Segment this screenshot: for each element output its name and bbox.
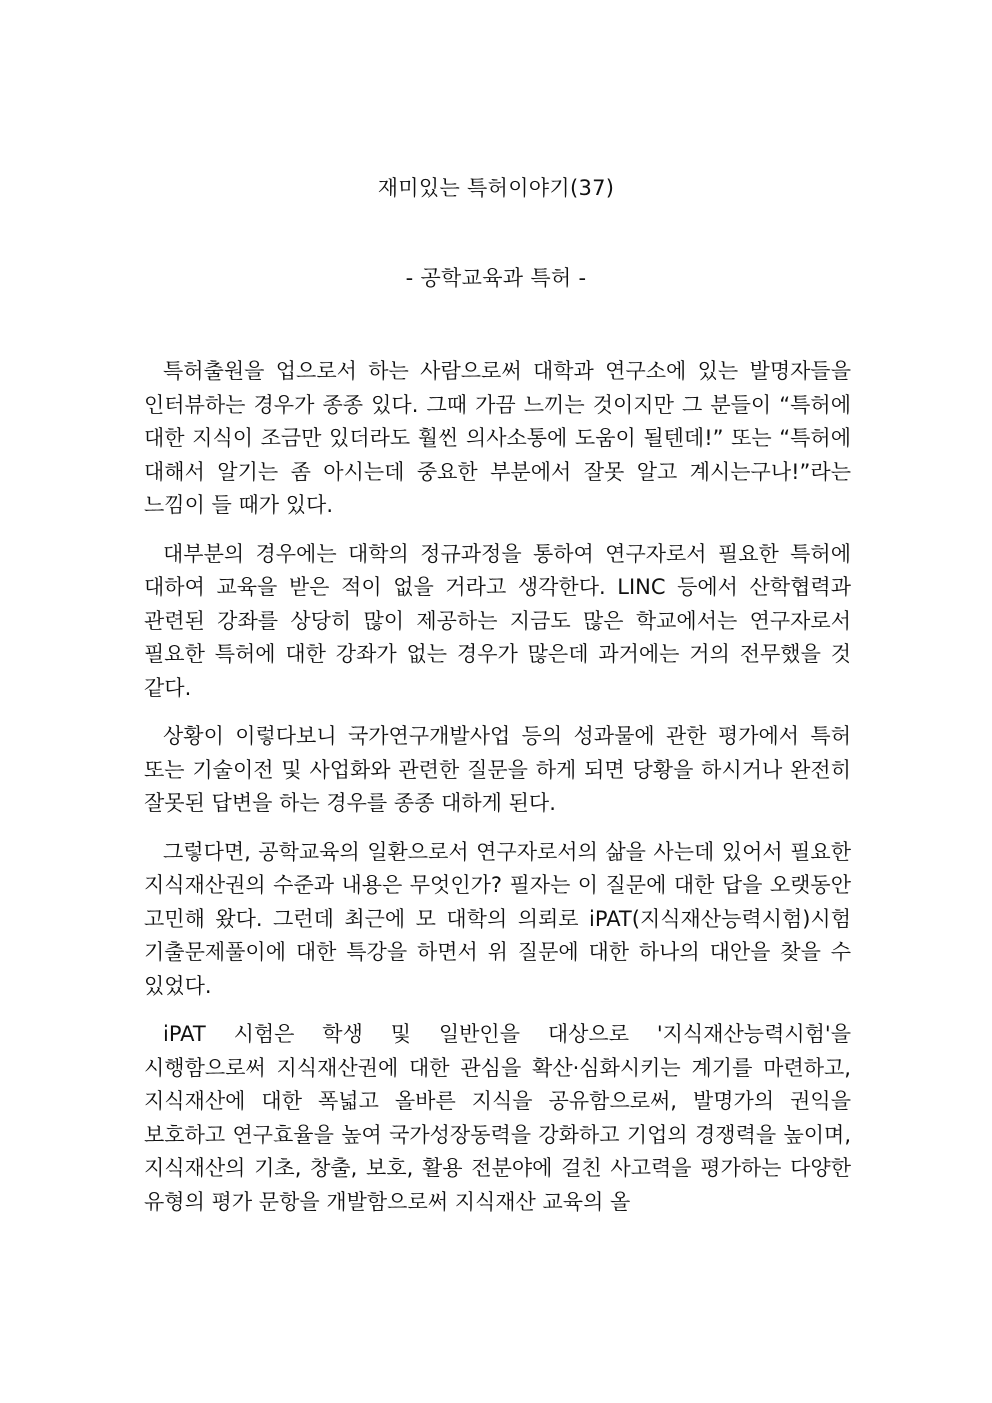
document-body: [144, 355, 851, 1234]
paragraph-interviewing-inventors: 특허출원을 업으로서 하는 사람으로써 대학과 연구소에 있는 발명자들을 인터뷰하는 경우가 종종 있다. 그때 가끔 느끼는 것이지만 그 분들이 “특허에 대한 지식이 조금만 있더라도 훨씬 의사소통에 도움이 될텐데!” 또는 “특허에 대해서 알기는 좀 아시는데 중요한 부분에서 잘못 알고 계시는구나!”라는 느낌이 들 때가 있다.: [144, 359, 851, 517]
paragraph-ipat-description: iPAT 시험은 학생 및 일반인을 대상으로 '지식재산능력시험'을 시행함으로써 지식재산권에 대한 관심을 확산·심화시키는 계기를 마련하고, 지식재산에 대한 폭넓고 올바른 지식을 공유함으로써, 발명가의 권익을 보호하고 연구효율을 높여 국가성장동력을 강화하고 기업의 경쟁력을 높이며, 지식재산의 기초, 창출, 보호, 활용 전분야에 걸친 사고력을 평가하는 다양한 유형의 평가 문항을 개발함으로써 지식재산 교육의 올: [144, 1022, 851, 1214]
paragraph-university-education: 대부분의 경우에는 대학의 정규과정을 통하여 연구자로서 필요한 특허에 대하여 교육을 받은 적이 없을 거라고 생각한다. LINC 등에서 산학협력과 관련된 강좌를 상당히 많이 제공하는 지금도 많은 학교에서는 연구자로서 필요한 특허에 대한 강좌가 없는 경우가 많은데 과거에는 거의 전무했을 것 같다.: [144, 541, 851, 700]
paragraph-ipat-question: 그렇다면, 공학교육의 일환으로서 연구자로서의 삶을 사는데 있어서 필요한 지식재산권의 수준과 내용은 무엇인가? 필자는 이 질문에 대한 답을 오랫동안 고민해 왔다. 그런데 최근에 모 대학의 의뢰로 iPAT(지식재산능력시험)시험 기출문제풀이에 대한 특강을 하면서 위 질문에 대한 하나의 대안을 찾을 수 있었다.: [144, 839, 851, 998]
document-subtitle: - 공학교육과 특허 -: [405, 266, 587, 290]
document-title: 재미있는 특허이야기(37): [377, 176, 615, 200]
paragraph-rnd-evaluation: 상황이 이렇다보니 국가연구개발사업 등의 성과물에 관한 평가에서 특허 또는 기술이전 및 사업화와 관련한 질문을 하게 되면 당황을 하시거나 완전히 잘못된 답변을 하는 경우를 종종 대하게 된다.: [144, 724, 851, 815]
